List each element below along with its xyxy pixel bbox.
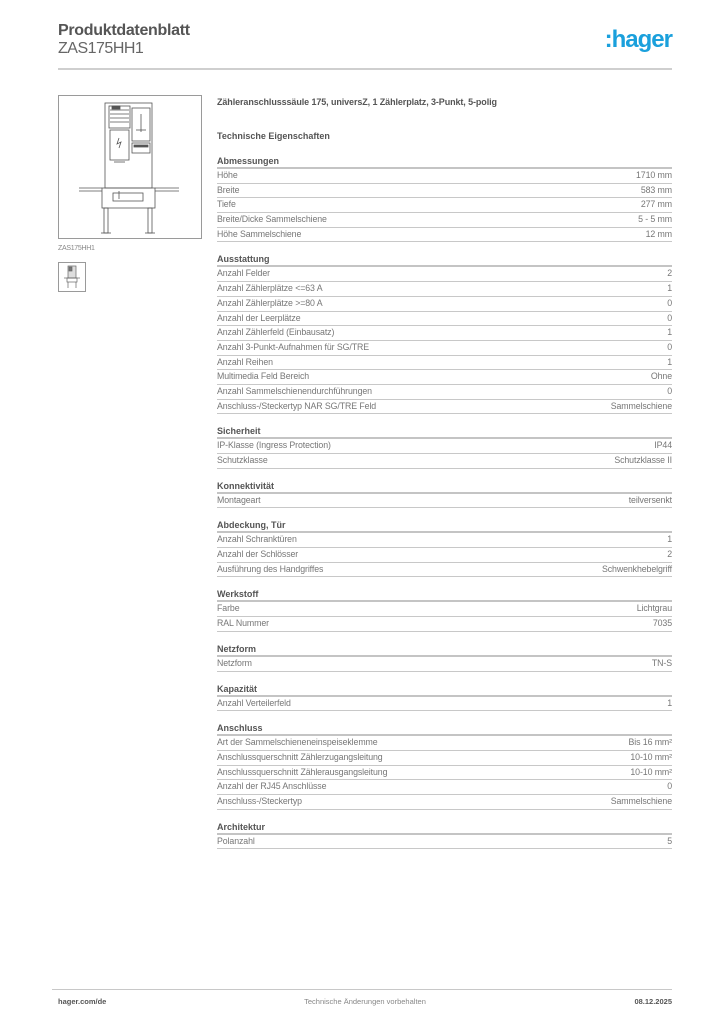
property-value: 1 [667,697,672,708]
property-row [217,795,672,810]
property-value: 1 [667,283,672,294]
property-value: Sammelschiene [610,795,672,806]
property-label: Anzahl 3-Punkt-Aufnahmen für SG/TRE [217,341,369,352]
property-row [217,282,672,297]
property-row [217,228,672,243]
property-row [217,602,672,617]
property-value: 0 [667,385,672,396]
property-label: Montageart [217,494,261,505]
property-row [217,439,672,454]
property-row [217,356,672,371]
property-label: Anzahl Verteilerfeld [217,697,291,708]
property-label: Anzahl der RJ45 Anschlüsse [217,781,327,792]
property-row [217,766,672,781]
header-divider [58,68,672,70]
property-value: 1 [667,356,672,367]
property-value: 5 [667,835,672,846]
property-row [217,657,672,672]
property-value: Lichtgrau [636,603,672,614]
property-label: Anschluss-/Steckertyp [217,795,302,806]
section-heading: Kapazität [217,683,672,697]
property-value: 0 [667,312,672,323]
product-thumbnail[interactable] [58,262,86,292]
section-abdeckung-tür [217,519,672,577]
website-link[interactable]: hager.com/de [58,997,107,1006]
property-value: 0 [667,297,672,308]
property-label: Netzform [217,657,252,668]
property-row [217,385,672,400]
property-value: 1 [667,534,672,545]
property-label: Schutzklasse [217,455,268,465]
property-label: Farbe [217,603,240,614]
meter-cabinet-drawing-icon [59,96,201,238]
property-label: Tiefe [217,199,236,210]
property-row [217,184,672,199]
product-code: ZAS175HH1 [58,40,144,57]
property-label: Anschluss-/Steckertyp NAR SG/TRE Feld [217,400,377,411]
hager-logo: :hager [604,26,672,53]
property-row [217,533,672,548]
section-heading: Abmessungen [217,155,672,169]
property-row [217,454,672,469]
property-label: Anzahl Reihen [217,356,273,367]
section-sicherheit [217,425,672,468]
property-value: 1710 mm [636,170,672,180]
section-konnektivität [217,480,672,509]
property-label: Anzahl der Leerplätze [217,312,301,323]
property-row [217,326,672,341]
property-label: Anzahl Felder [217,268,270,279]
property-value: Schwenkhebelgriff [601,563,672,574]
property-label: Anzahl Schranktüren [217,534,297,545]
property-value: 0 [667,341,672,352]
property-value: Ohne [650,371,672,382]
property-row [217,169,672,184]
product-name: Zähleranschlusssäule 175, universZ, 1 Zählerplatz, 3-Punkt, 5-polig [217,97,497,107]
property-label: Anschlussquerschnitt Zählerzugangsleitung [217,751,383,762]
disclaimer-text: Technische Änderungen vorbehalten [304,997,426,1006]
section-netzform [217,643,672,672]
section-kapazität [217,683,672,712]
property-row [217,213,672,228]
section-heading: Sicherheit [217,425,672,439]
property-row [217,736,672,751]
property-label: Anzahl der Schlösser [217,549,299,560]
property-row [217,835,672,850]
property-row [217,267,672,282]
section-anschluss [217,722,672,809]
meter-cabinet-thumbnail-icon [59,263,85,291]
property-label: Polanzahl [217,835,255,846]
property-label: Anzahl Sammelschienendurchführungen [217,385,372,396]
document-title: Produktdatenblatt [58,22,190,39]
property-row [217,617,672,632]
property-value: TN-S [651,657,672,668]
property-row [217,751,672,766]
property-row [217,198,672,213]
section-heading: Anschluss [217,722,672,736]
property-row [217,563,672,578]
property-value: 10-10 mm² [630,751,672,762]
property-value: 5 - 5 mm [638,214,672,225]
property-value: Sammelschiene [610,400,672,411]
property-label: Höhe [217,170,238,180]
page-footer [58,997,672,1009]
document-date: 08.12.2025 [634,997,672,1006]
section-heading: Konnektivität [217,480,672,494]
section-abmessungen [217,155,672,242]
section-werkstoff [217,588,672,631]
property-value: IP44 [654,440,672,451]
property-label: Breite/Dicke Sammelschiene [217,214,327,225]
property-value: teilversenkt [628,494,672,505]
property-row [217,494,672,509]
property-value: 583 mm [640,184,672,195]
property-value: 7035 [652,618,672,629]
section-heading: Netzform [217,643,672,657]
section-architektur [217,821,672,850]
property-value: 12 mm [645,228,672,239]
property-value: 2 [667,268,672,279]
properties-sections [217,155,672,849]
property-label: Höhe Sammelschiene [217,228,302,239]
section-heading: Architektur [217,821,672,835]
property-label: Breite [217,184,240,195]
property-label: Multimedia Feld Bereich [217,371,310,382]
footer-divider [52,989,672,990]
property-label: Ausführung des Handgriffes [217,563,324,574]
property-value: 10-10 mm² [630,766,672,777]
property-row [217,297,672,312]
property-row [217,370,672,385]
property-label: Anzahl Zählerplätze <=63 A [217,283,323,294]
property-label: IP-Klasse (Ingress Protection) [217,440,331,451]
property-value: 0 [667,781,672,792]
section-ausstattung [217,253,672,414]
property-label: Anzahl Zählerfeld (Einbausatz) [217,327,335,338]
property-row [217,400,672,415]
property-label: Anschlussquerschnitt Zählerausgangsleitung [217,766,388,777]
property-row [217,341,672,356]
property-row [217,780,672,795]
property-row [217,548,672,563]
property-value: 2 [667,549,672,560]
property-value: 277 mm [640,199,672,210]
product-image [58,95,202,239]
technical-properties-title: Technische Eigenschaften [217,131,330,141]
section-heading: Ausstattung [217,253,672,267]
product-details [217,96,672,849]
property-value: Schutzklasse II [614,455,672,465]
section-heading: Werkstoff [217,588,672,602]
page-header [58,20,672,70]
property-label: Art der Sammelschieneneinspeiseklemme [217,737,378,748]
property-label: Anzahl Zählerplätze >=80 A [217,297,323,308]
property-row [217,312,672,327]
section-heading: Abdeckung, Tür [217,519,672,533]
image-caption: ZAS175HH1 [58,245,95,252]
property-value: 1 [667,327,672,338]
property-row [217,697,672,712]
property-label: RAL Nummer [217,618,269,629]
property-value: Bis 16 mm² [628,737,672,748]
